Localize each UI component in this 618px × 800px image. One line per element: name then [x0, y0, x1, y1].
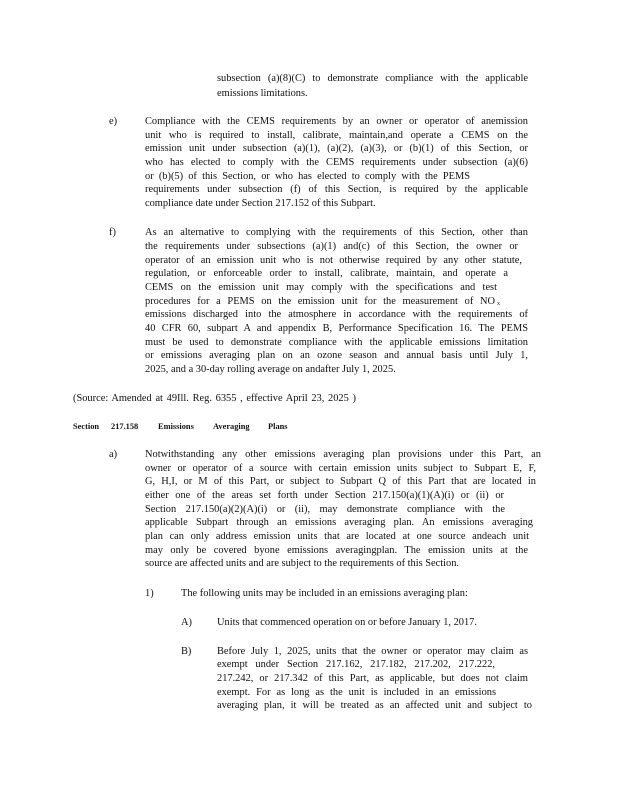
text-line: source are affected units and are subject to the requirements of this Section.	[145, 558, 460, 569]
text-line: averaging plan, it will be treated as an affected unit and subject to	[217, 700, 532, 711]
text-line: or emissions averaging plan on an ozone season and annual basis until July 1,	[145, 350, 528, 361]
heading-part: Emissions	[158, 422, 194, 431]
text-line: Before July 1, 2025, units that the owner or operator may claim as	[217, 646, 528, 657]
heading-part: Averaging	[213, 422, 250, 431]
text-line: 40 CFR 60, subpart A and appendix B, Performance Specification 16. The PEMS	[145, 323, 528, 334]
text-line: emissions discharged into the atmosphere in accordance with the requirements of	[145, 309, 528, 320]
item-label: A)	[181, 617, 192, 628]
text-line: or (b)(5) of this Section, or who has elected to comply with the PEMS	[145, 171, 470, 182]
text-line: plan can only address emission units that are located at one source andeach unit	[145, 531, 529, 542]
text-line: G, H,I, or M of this Part, or subject to Subpart Q of this Part that are located in	[145, 476, 536, 487]
text-line: The following units may be included in an emissions averaging plan:	[181, 588, 468, 599]
text-line: requirements under subsection (f) of this Section, is required by the applicable	[145, 184, 528, 195]
item-label: 1)	[145, 588, 154, 599]
text-line: procedures for a PEMS on the emission unit for the measurement of NO	[145, 296, 495, 307]
item-label: a)	[109, 449, 118, 460]
text-line: owner or operator of a source with certain emission units subject to Subpart E, F,	[145, 463, 536, 474]
text-line: As an alternative to complying with the requirements of this Section, other than	[145, 227, 528, 238]
text-line: exempt under Section 217.162, 217.182, 217.202, 217.222,	[217, 659, 495, 670]
section-heading	[73, 422, 288, 434]
item-label: B)	[181, 646, 192, 657]
text-line: applicable Subpart through an emissions averaging plan. An emissions averaging	[145, 517, 533, 528]
text-line: operator of an emission unit who is not otherwise required by any other statute,	[145, 255, 522, 266]
text-line: subsection (a)(8)(C) to demonstrate compliance with the applicable	[217, 73, 528, 84]
item-label: f)	[109, 227, 116, 238]
text-line: Units that commenced operation on or before January 1, 2017.	[217, 617, 477, 628]
heading-part: Plans	[268, 422, 288, 431]
source-note: (Source: Amended at 49Ill. Reg. 6355 , effective April 23, 2025 )	[73, 393, 356, 404]
text-line: Compliance with the CEMS requirements by an owner or operator of anemission	[145, 116, 528, 127]
text-line: unit who is required to install, calibrate, maintain,and operate a CEMS on the	[145, 130, 528, 141]
text-line: compliance date under Section 217.152 of this Subpart.	[145, 198, 376, 209]
text-line: emissions limitations.	[217, 88, 308, 99]
heading-part: Section	[73, 422, 100, 431]
text-line: emission unit under subsection (a)(1), (a)(2), (a)(3), or (b)(1) of this Section, or	[145, 143, 528, 154]
text-line: CEMS on the emission unit may comply with the specifications and test	[145, 282, 497, 293]
text-line: either one of the areas set forth under Section 217.150(a)(1)(A)(i) or (ii) or	[145, 490, 504, 501]
text-line: Notwithstanding any other emissions averaging plan provisions under this Part, an	[145, 449, 541, 460]
text-line: 2025, and a 30-day rolling average on andafter July 1, 2025.	[145, 364, 396, 375]
text-line: must be used to demonstrate compliance with the applicable emissions limitation	[145, 337, 528, 348]
heading-part: 217.158	[111, 422, 139, 431]
text-line: exempt. For as long as the unit is included in an emissions	[217, 687, 496, 698]
text-line: regulation, or enforceable order to install, calibrate, maintain, and operate a	[145, 268, 508, 279]
item-label: e)	[109, 116, 118, 127]
nox-subscript: x	[497, 301, 500, 307]
text-line: the requirements under subsections (a)(1) and(c) of this Section, the owner or	[145, 241, 518, 252]
text-line: who has elected to comply with the CEMS requirements under subsection (a)(6)	[145, 157, 528, 168]
text-line: 217.242, or 217.342 of this Part, as applicable, but does not claim	[217, 673, 528, 684]
text-line: Section 217.150(a)(2)(A)(i) or (ii), may demonstrate compliance with the	[145, 504, 505, 515]
text-line: may only be covered byone emissions averagingplan. The emission units at the	[145, 545, 528, 556]
